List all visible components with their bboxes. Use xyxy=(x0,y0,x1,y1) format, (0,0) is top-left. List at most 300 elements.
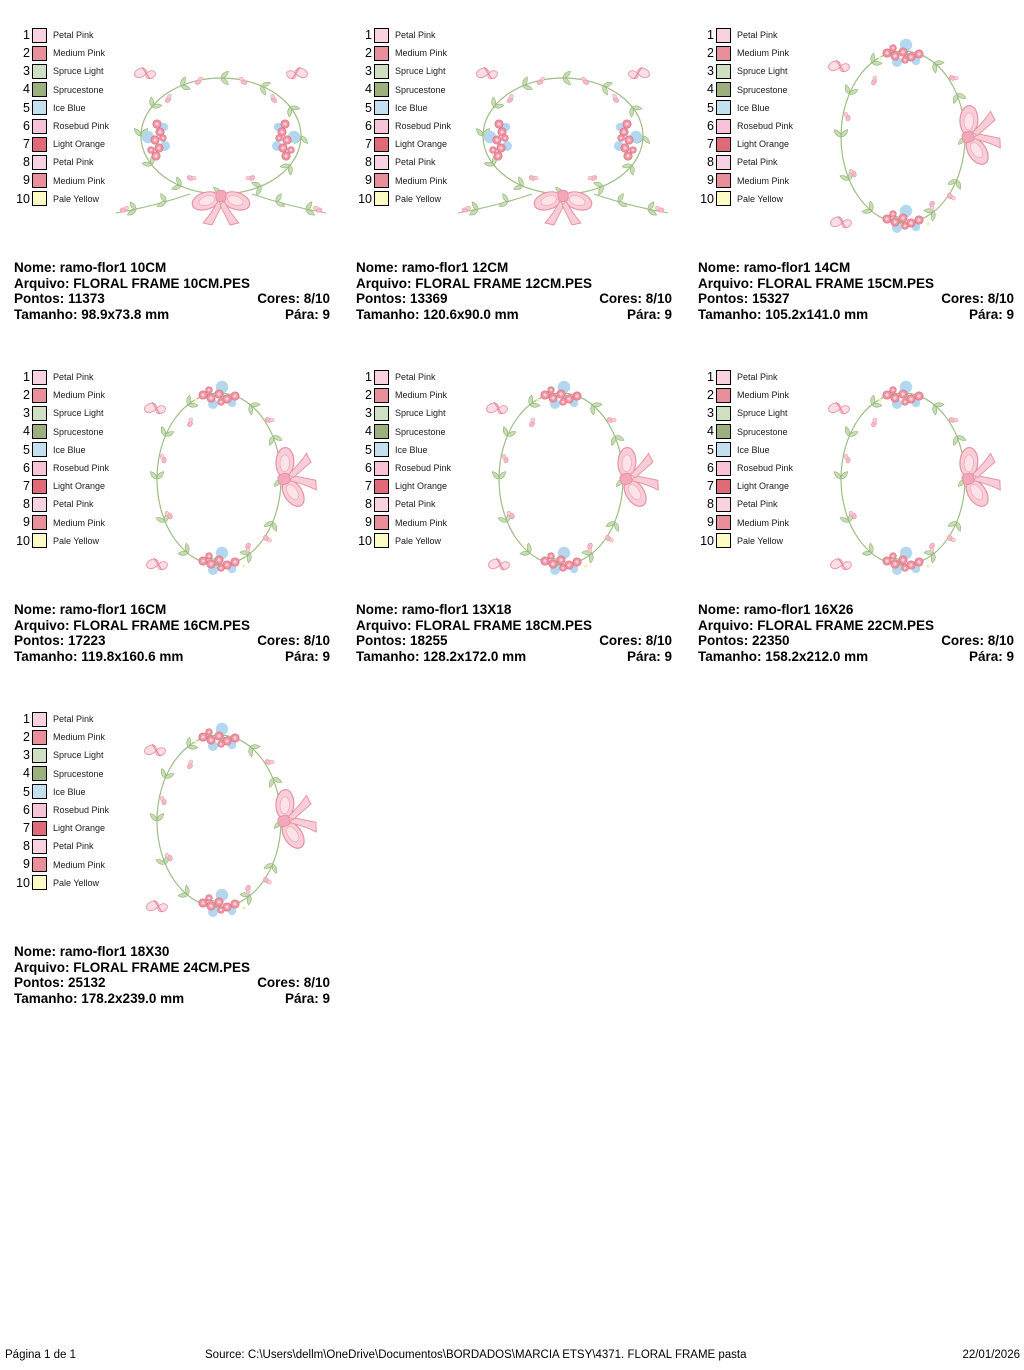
thread-number: 5 xyxy=(365,442,372,457)
thread-color-name: Ice Blue xyxy=(737,444,770,455)
size-stops-line xyxy=(14,307,330,323)
color-count xyxy=(941,633,1014,649)
thread-number: 9 xyxy=(707,173,714,188)
thread-color-name: Petal Pink xyxy=(53,841,94,852)
thread-color-swatch xyxy=(32,406,47,421)
design-card xyxy=(694,362,1014,674)
thread-number: 3 xyxy=(23,748,30,763)
thread-number: 6 xyxy=(23,118,30,133)
design-info xyxy=(14,260,330,322)
stitch-count xyxy=(14,633,106,649)
design-size xyxy=(14,307,169,323)
thread-color-name: Pale Yellow xyxy=(395,535,442,546)
thread-color-name: Medium Pink xyxy=(737,517,790,528)
color-count-value: 8/10 xyxy=(645,291,672,307)
thread-number: 10 xyxy=(16,875,30,890)
thread-color-name: Petal Pink xyxy=(53,157,94,168)
thread-color-name: Sprucestone xyxy=(395,84,446,95)
design-size-value: 120.6x90.0 mm xyxy=(423,306,519,322)
thread-number: 2 xyxy=(23,730,30,745)
thread-color-name: Rosebud Pink xyxy=(53,463,110,474)
thread-number: 4 xyxy=(23,424,30,439)
thread-color-legend xyxy=(10,26,109,208)
thread-number: 8 xyxy=(707,155,714,170)
thread-color-row xyxy=(10,117,109,135)
design-card xyxy=(694,20,1014,332)
thread-color-legend xyxy=(10,368,109,550)
thread-color-swatch xyxy=(32,803,47,818)
thread-color-swatch xyxy=(716,137,731,152)
thread-color-row xyxy=(10,801,109,819)
thread-color-swatch xyxy=(32,857,47,872)
thread-number: 3 xyxy=(707,406,714,421)
thread-color-name: Petal Pink xyxy=(737,372,778,383)
thread-color-name: Light Orange xyxy=(395,481,448,492)
pontos-label: Pontos: xyxy=(698,291,749,307)
thread-color-row xyxy=(352,423,451,441)
thread-number: 5 xyxy=(707,442,714,457)
thread-color-legend xyxy=(694,26,793,208)
color-count-value: 8/10 xyxy=(303,633,330,649)
stitch-count xyxy=(698,633,790,649)
thread-color-swatch xyxy=(716,155,731,170)
design-size-value: 128.2x172.0 mm xyxy=(423,648,527,664)
thread-color-swatch xyxy=(32,46,47,61)
thread-color-row xyxy=(10,135,109,153)
para-label: Pára: xyxy=(968,648,1003,664)
thread-color-row xyxy=(352,514,451,532)
thread-color-name: Rosebud Pink xyxy=(395,463,452,474)
thread-color-name: Pale Yellow xyxy=(737,193,784,204)
thread-color-swatch xyxy=(374,479,389,494)
size-stops-line xyxy=(356,307,672,323)
thread-color-row xyxy=(694,404,793,422)
thread-color-row xyxy=(352,477,451,495)
thread-number: 8 xyxy=(23,155,30,170)
thread-color-name: Petal Pink xyxy=(53,714,94,725)
thread-color-swatch xyxy=(374,173,389,188)
thread-color-name: Pale Yellow xyxy=(53,535,100,546)
thread-color-row xyxy=(352,62,451,80)
thread-color-row xyxy=(694,172,793,190)
tamanho-label: Tamanho: xyxy=(14,990,78,1006)
thread-color-row xyxy=(694,153,793,171)
thread-color-name: Petal Pink xyxy=(395,499,436,510)
thread-color-swatch xyxy=(374,28,389,43)
thread-color-name: Pale Yellow xyxy=(53,877,100,888)
thread-number: 2 xyxy=(23,388,30,403)
file-name: FLORAL FRAME 10CM.PES xyxy=(73,275,251,291)
tamanho-label: Tamanho: xyxy=(356,306,420,322)
floral-wreath-image xyxy=(110,48,332,228)
stitches-colors-line xyxy=(698,291,1014,307)
thread-color-row xyxy=(694,135,793,153)
stop-count xyxy=(285,307,330,323)
thread-color-swatch xyxy=(374,497,389,512)
thread-color-row xyxy=(352,135,451,153)
size-stops-line xyxy=(356,649,672,665)
design-name: ramo-flor1 16CM xyxy=(59,602,167,617)
design-name: ramo-flor1 14CM xyxy=(743,260,851,275)
size-stops-line xyxy=(698,649,1014,665)
thread-color-legend xyxy=(10,710,109,892)
thread-color-swatch xyxy=(32,821,47,836)
tamanho-label: Tamanho: xyxy=(698,306,762,322)
design-size-value: 98.9x73.8 mm xyxy=(81,306,170,322)
thread-color-row xyxy=(694,81,793,99)
thread-number: 1 xyxy=(23,711,30,726)
file-name-line xyxy=(356,618,672,634)
stitch-count-value: 17223 xyxy=(68,633,106,649)
thread-color-swatch xyxy=(32,388,47,403)
tamanho-label: Tamanho: xyxy=(698,648,762,664)
color-count xyxy=(257,291,330,307)
design-name: ramo-flor1 16X26 xyxy=(743,602,854,617)
thread-color-name: Petal Pink xyxy=(737,157,778,168)
thread-color-name: Ice Blue xyxy=(53,786,86,797)
file-name: FLORAL FRAME 24CM.PES xyxy=(73,959,251,975)
thread-number: 10 xyxy=(358,191,372,206)
nome-label: Nome: xyxy=(14,602,57,617)
embroidery-preview xyxy=(468,368,664,592)
design-name-line xyxy=(698,602,1014,618)
design-size xyxy=(356,649,526,665)
color-count-value: 8/10 xyxy=(303,291,330,307)
arquivo-label: Arquivo: xyxy=(14,617,70,633)
color-count xyxy=(257,633,330,649)
design-name-line xyxy=(356,260,672,276)
thread-color-row xyxy=(10,62,109,80)
source-path: Source: C:\Users\dellm\OneDrive\Documentos\BORDADOS\MARCIA ETSY\4371. FLORAL FRAME pasta xyxy=(205,1349,747,1361)
thread-number: 4 xyxy=(23,82,30,97)
thread-number: 10 xyxy=(700,191,714,206)
thread-color-name: Medium Pink xyxy=(53,732,106,743)
thread-number: 3 xyxy=(365,64,372,79)
thread-color-swatch xyxy=(374,64,389,79)
file-name: FLORAL FRAME 12CM.PES xyxy=(415,275,593,291)
thread-number: 10 xyxy=(16,533,30,548)
thread-color-name: Rosebud Pink xyxy=(737,121,794,132)
stitch-count-value: 18255 xyxy=(410,633,448,649)
thread-color-name: Medium Pink xyxy=(395,48,448,59)
thread-color-name: Sprucestone xyxy=(395,426,446,437)
thread-color-name: Spruce Light xyxy=(737,66,788,77)
thread-color-row xyxy=(694,532,793,550)
thread-color-row xyxy=(352,26,451,44)
floral-wreath-image xyxy=(810,368,1006,592)
thread-color-swatch xyxy=(374,424,389,439)
nome-label: Nome: xyxy=(698,260,741,275)
thread-color-row xyxy=(10,837,109,855)
thread-color-name: Medium Pink xyxy=(53,859,106,870)
thread-color-swatch xyxy=(32,370,47,385)
thread-color-name: Medium Pink xyxy=(53,517,106,528)
stitch-count-value: 22350 xyxy=(752,633,790,649)
thread-color-swatch xyxy=(374,406,389,421)
thread-color-name: Rosebud Pink xyxy=(53,805,110,816)
thread-color-name: Spruce Light xyxy=(737,408,788,419)
thread-number: 1 xyxy=(23,27,30,42)
thread-color-swatch xyxy=(374,442,389,457)
thread-color-row xyxy=(352,117,451,135)
embroidery-preview xyxy=(810,26,1006,250)
thread-color-name: Ice Blue xyxy=(53,444,86,455)
thread-color-row xyxy=(10,44,109,62)
design-size xyxy=(698,307,868,323)
design-size xyxy=(698,649,868,665)
thread-color-row xyxy=(694,441,793,459)
stitch-count xyxy=(356,633,448,649)
thread-color-swatch xyxy=(716,424,731,439)
thread-color-name: Medium Pink xyxy=(395,390,448,401)
thread-color-row xyxy=(352,81,451,99)
thread-color-name: Pale Yellow xyxy=(53,193,100,204)
stitches-colors-line xyxy=(14,633,330,649)
color-count-value: 8/10 xyxy=(645,633,672,649)
thread-number: 2 xyxy=(365,388,372,403)
thread-color-name: Ice Blue xyxy=(737,102,770,113)
thread-color-swatch xyxy=(716,173,731,188)
thread-color-name: Sprucestone xyxy=(53,768,104,779)
stitches-colors-line xyxy=(14,291,330,307)
thread-color-legend xyxy=(352,26,451,208)
thread-color-row xyxy=(10,404,109,422)
stitch-count xyxy=(356,291,448,307)
thread-number: 5 xyxy=(23,100,30,115)
thread-number: 10 xyxy=(16,191,30,206)
thread-color-name: Medium Pink xyxy=(395,517,448,528)
thread-color-row xyxy=(10,368,109,386)
thread-number: 3 xyxy=(707,64,714,79)
thread-color-name: Light Orange xyxy=(53,823,106,834)
thread-color-swatch xyxy=(374,82,389,97)
thread-number: 6 xyxy=(365,460,372,475)
thread-color-swatch xyxy=(32,173,47,188)
thread-color-row xyxy=(10,386,109,404)
embroidery-preview xyxy=(126,368,322,592)
thread-color-row xyxy=(10,495,109,513)
design-name-line xyxy=(698,260,1014,276)
arquivo-label: Arquivo: xyxy=(698,275,754,291)
floral-wreath-image xyxy=(126,710,322,934)
design-size-value: 158.2x212.0 mm xyxy=(765,648,869,664)
thread-color-swatch xyxy=(32,119,47,134)
report-date: 22/01/2026 xyxy=(962,1349,1020,1361)
thread-number: 10 xyxy=(358,533,372,548)
thread-color-name: Pale Yellow xyxy=(737,535,784,546)
thread-number: 3 xyxy=(365,406,372,421)
para-label: Pára: xyxy=(626,306,661,322)
color-count-value: 8/10 xyxy=(987,633,1014,649)
thread-color-row xyxy=(10,81,109,99)
thread-color-name: Medium Pink xyxy=(53,48,106,59)
thread-color-swatch xyxy=(32,155,47,170)
thread-color-row xyxy=(10,514,109,532)
thread-color-swatch xyxy=(716,406,731,421)
thread-color-row xyxy=(10,710,109,728)
thread-color-name: Pale Yellow xyxy=(395,193,442,204)
cores-label: Cores: xyxy=(257,633,300,649)
stitch-count-value: 13369 xyxy=(410,291,448,307)
thread-color-swatch xyxy=(32,82,47,97)
thread-color-swatch xyxy=(716,388,731,403)
color-count-value: 8/10 xyxy=(987,291,1014,307)
arquivo-label: Arquivo: xyxy=(356,617,412,633)
thread-color-name: Light Orange xyxy=(737,139,790,150)
cores-label: Cores: xyxy=(257,291,300,307)
design-size xyxy=(356,307,519,323)
design-name: ramo-flor1 10CM xyxy=(59,260,167,275)
thread-color-swatch xyxy=(716,119,731,134)
thread-number: 1 xyxy=(707,369,714,384)
thread-color-row xyxy=(352,153,451,171)
floral-wreath-image xyxy=(126,368,322,592)
pontos-label: Pontos: xyxy=(14,291,65,307)
para-label: Pára: xyxy=(968,306,1003,322)
pontos-label: Pontos: xyxy=(14,975,65,991)
thread-number: 6 xyxy=(23,460,30,475)
thread-color-swatch xyxy=(374,515,389,530)
design-name-line xyxy=(14,260,330,276)
stop-count-value: 9 xyxy=(664,306,672,322)
stop-count xyxy=(969,307,1014,323)
thread-number: 4 xyxy=(23,766,30,781)
tamanho-label: Tamanho: xyxy=(14,306,78,322)
thread-color-swatch xyxy=(716,442,731,457)
thread-color-name: Spruce Light xyxy=(395,408,446,419)
thread-color-swatch xyxy=(716,461,731,476)
thread-color-name: Petal Pink xyxy=(53,499,94,510)
pontos-label: Pontos: xyxy=(14,633,65,649)
file-name-line xyxy=(356,276,672,292)
thread-color-row xyxy=(352,172,451,190)
thread-color-swatch xyxy=(32,479,47,494)
thread-number: 8 xyxy=(23,839,30,854)
thread-color-name: Sprucestone xyxy=(53,426,104,437)
thread-number: 4 xyxy=(365,424,372,439)
cores-label: Cores: xyxy=(599,291,642,307)
thread-number: 7 xyxy=(707,478,714,493)
thread-color-row xyxy=(352,99,451,117)
floral-wreath-image xyxy=(810,26,1006,250)
design-name-line xyxy=(356,602,672,618)
thread-number: 2 xyxy=(365,46,372,61)
thread-color-name: Petal Pink xyxy=(53,30,94,41)
thread-color-swatch xyxy=(374,155,389,170)
thread-color-name: Petal Pink xyxy=(395,372,436,383)
thread-number: 1 xyxy=(707,27,714,42)
nome-label: Nome: xyxy=(356,260,399,275)
color-count xyxy=(257,975,330,991)
thread-color-swatch xyxy=(716,46,731,61)
thread-color-name: Medium Pink xyxy=(737,390,790,401)
thread-color-swatch xyxy=(32,100,47,115)
thread-number: 10 xyxy=(700,533,714,548)
thread-color-swatch xyxy=(374,137,389,152)
file-name: FLORAL FRAME 18CM.PES xyxy=(415,617,593,633)
design-size-value: 178.2x239.0 mm xyxy=(81,990,185,1006)
design-info xyxy=(698,260,1014,322)
pontos-label: Pontos: xyxy=(356,633,407,649)
thread-color-swatch xyxy=(374,191,389,206)
thread-number: 8 xyxy=(23,497,30,512)
thread-color-swatch xyxy=(32,533,47,548)
thread-color-row xyxy=(352,532,451,550)
thread-color-row xyxy=(10,856,109,874)
floral-wreath-image xyxy=(468,368,664,592)
design-name: ramo-flor1 12CM xyxy=(401,260,509,275)
thread-color-row xyxy=(694,26,793,44)
thread-color-row xyxy=(10,153,109,171)
thread-color-row xyxy=(694,495,793,513)
thread-color-swatch xyxy=(32,424,47,439)
thread-number: 6 xyxy=(707,118,714,133)
thread-number: 5 xyxy=(23,784,30,799)
page-footer xyxy=(0,1349,1024,1369)
thread-color-row xyxy=(10,728,109,746)
file-name-line xyxy=(698,276,1014,292)
thread-color-swatch xyxy=(716,515,731,530)
embroidery-preview xyxy=(110,48,332,228)
thread-color-name: Light Orange xyxy=(737,481,790,492)
arquivo-label: Arquivo: xyxy=(14,959,70,975)
thread-color-swatch xyxy=(716,82,731,97)
pontos-label: Pontos: xyxy=(356,291,407,307)
thread-color-name: Ice Blue xyxy=(395,444,428,455)
thread-color-swatch xyxy=(32,784,47,799)
thread-color-swatch xyxy=(716,370,731,385)
thread-color-name: Medium Pink xyxy=(53,175,106,186)
thread-number: 6 xyxy=(23,802,30,817)
design-name: ramo-flor1 13X18 xyxy=(401,602,512,617)
stitches-colors-line xyxy=(14,975,330,991)
cores-label: Cores: xyxy=(941,633,984,649)
stitches-colors-line xyxy=(356,291,672,307)
file-name: FLORAL FRAME 16CM.PES xyxy=(73,617,251,633)
thread-color-name: Light Orange xyxy=(53,481,106,492)
thread-color-swatch xyxy=(374,46,389,61)
size-stops-line xyxy=(698,307,1014,323)
stitch-count xyxy=(14,975,106,991)
cores-label: Cores: xyxy=(599,633,642,649)
thread-color-row xyxy=(352,190,451,208)
color-count xyxy=(599,291,672,307)
tamanho-label: Tamanho: xyxy=(14,648,78,664)
thread-color-row xyxy=(694,62,793,80)
thread-color-row xyxy=(10,746,109,764)
thread-color-swatch xyxy=(716,191,731,206)
stitch-count xyxy=(698,291,790,307)
nome-label: Nome: xyxy=(14,260,57,275)
thread-number: 2 xyxy=(707,46,714,61)
para-label: Pára: xyxy=(284,648,319,664)
thread-color-name: Petal Pink xyxy=(737,499,778,510)
thread-color-swatch xyxy=(32,875,47,890)
stop-count xyxy=(627,649,672,665)
thread-number: 4 xyxy=(365,82,372,97)
thread-color-swatch xyxy=(716,497,731,512)
size-stops-line xyxy=(14,649,330,665)
thread-number: 7 xyxy=(707,136,714,151)
stop-count-value: 9 xyxy=(1006,648,1014,664)
design-card xyxy=(10,20,330,332)
thread-number: 1 xyxy=(23,369,30,384)
arquivo-label: Arquivo: xyxy=(14,275,70,291)
thread-number: 9 xyxy=(365,173,372,188)
stitches-colors-line xyxy=(356,633,672,649)
thread-number: 4 xyxy=(707,424,714,439)
thread-color-swatch xyxy=(716,64,731,79)
